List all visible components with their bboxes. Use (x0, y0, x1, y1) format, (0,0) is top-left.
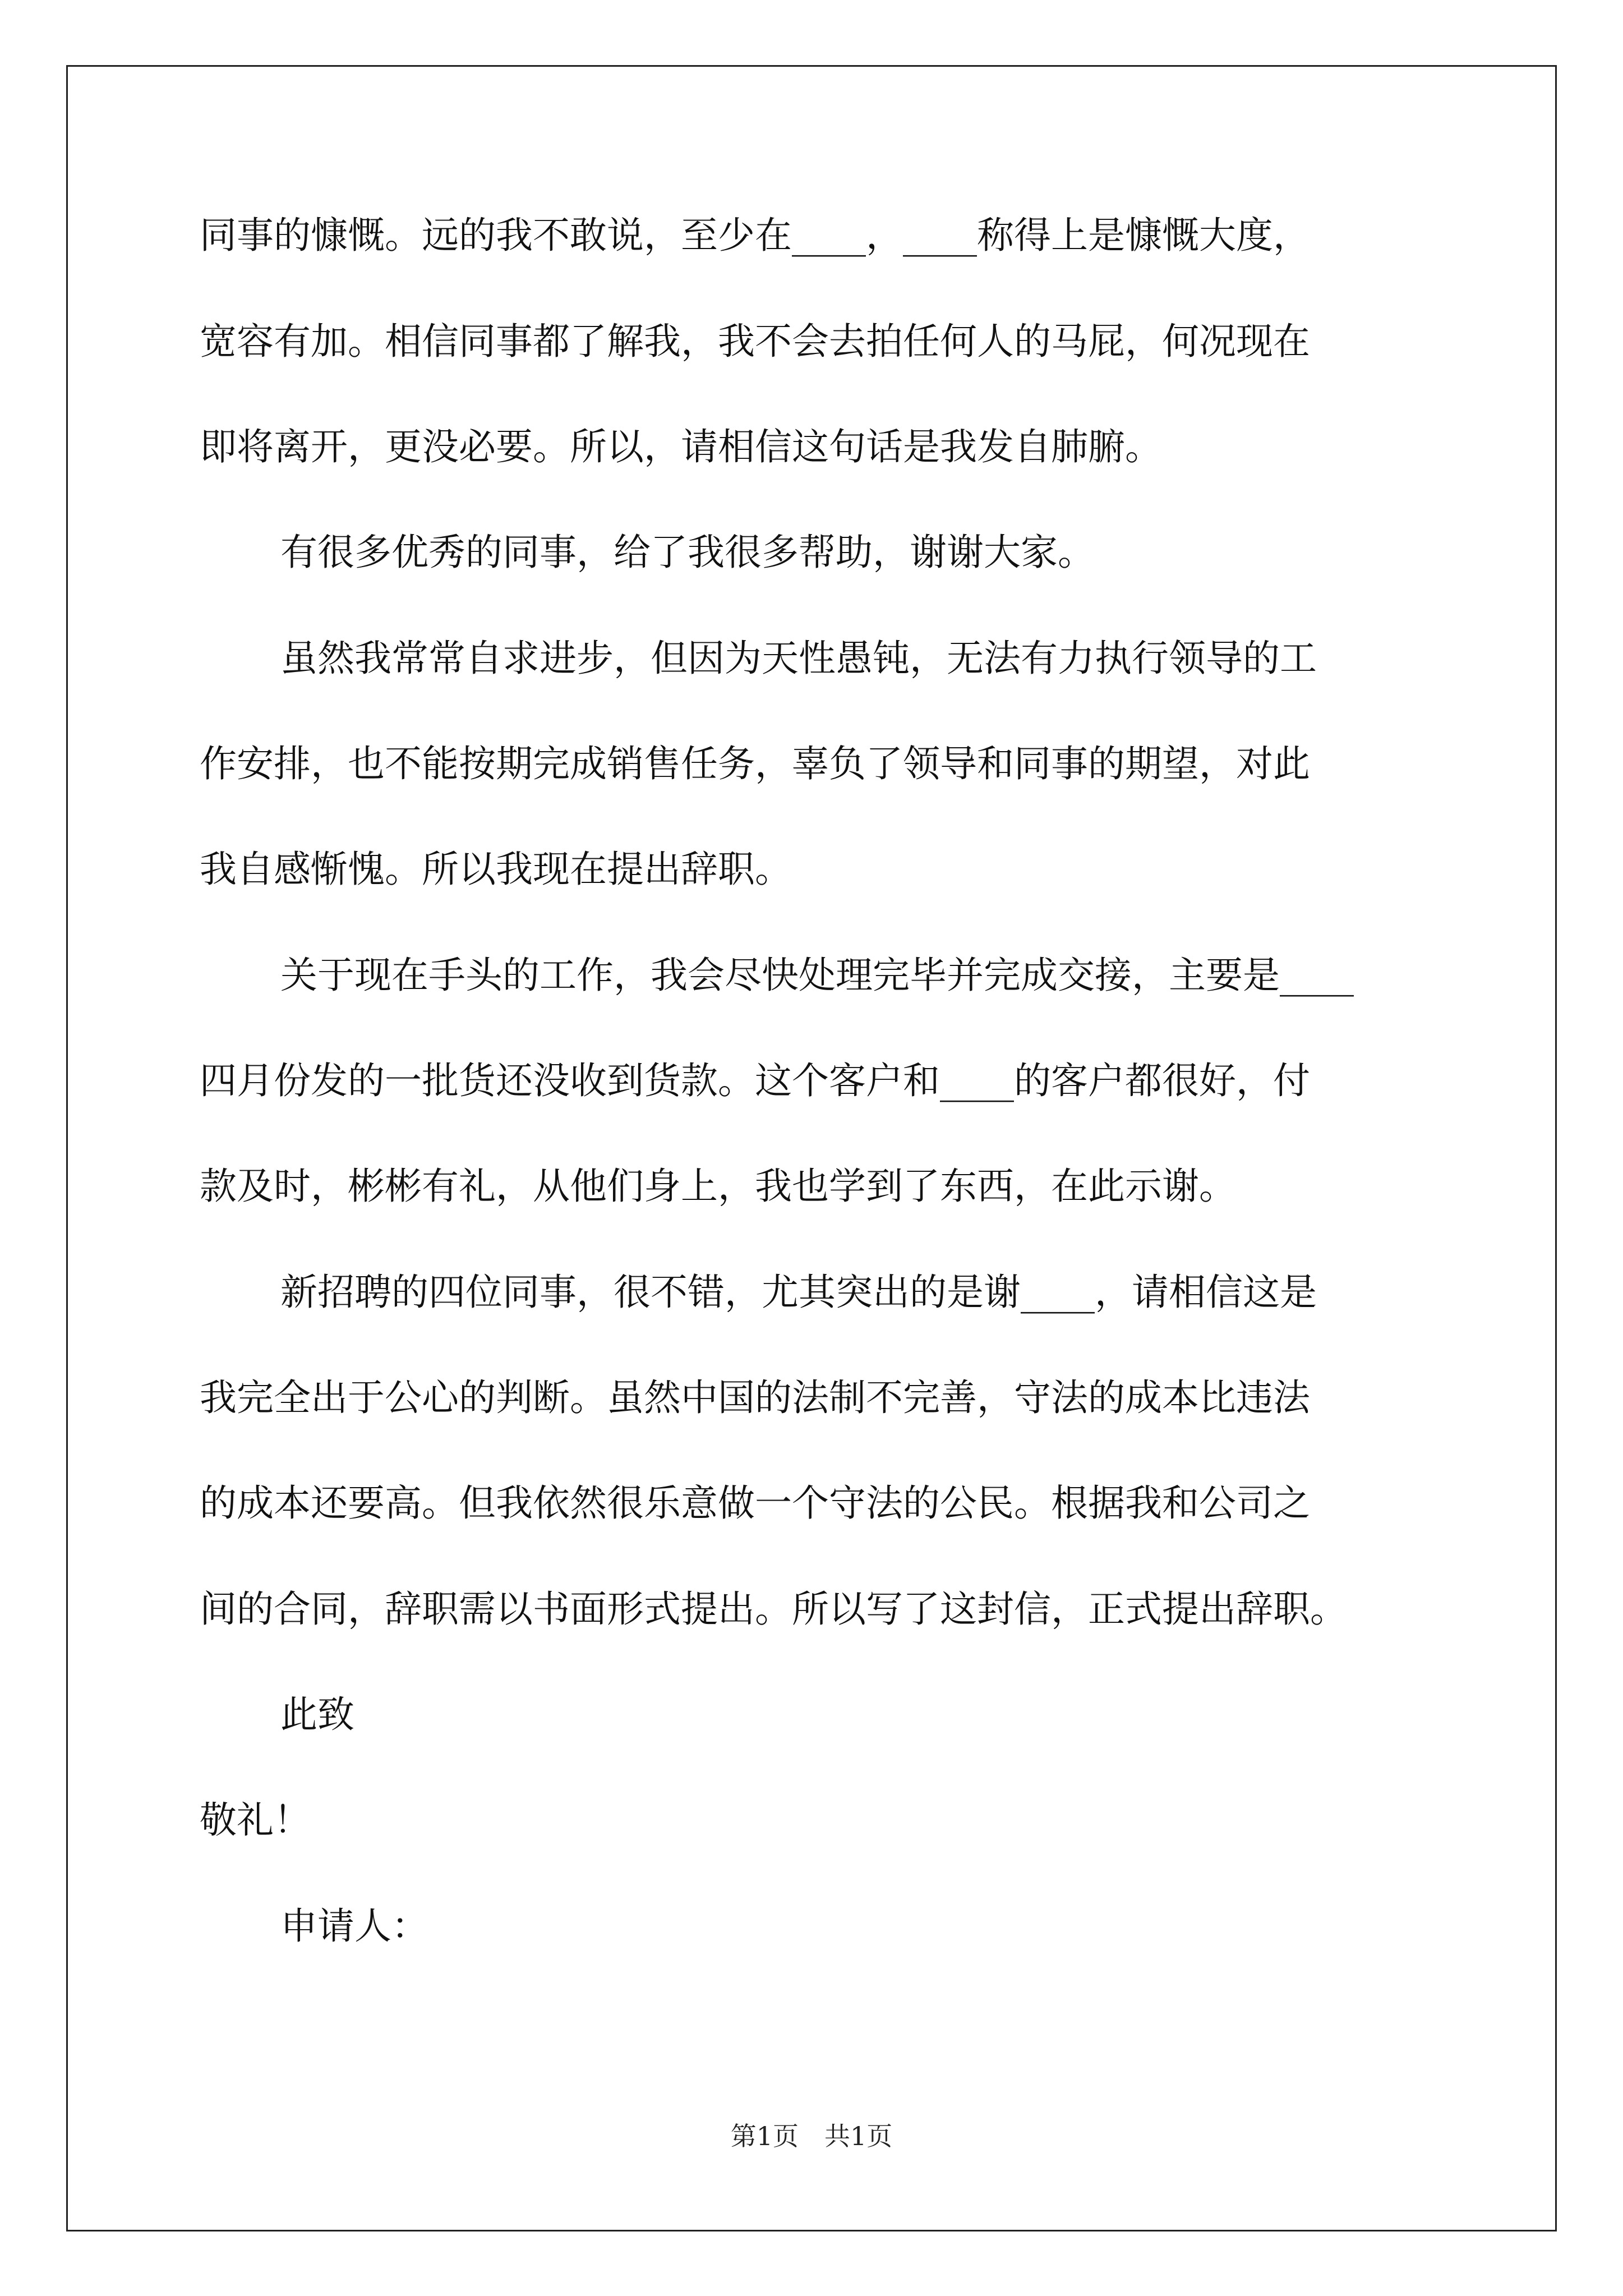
page-number: 第1页 共1页 (730, 2121, 893, 2151)
closing-regards: 敬礼！ (200, 1798, 311, 1842)
text-line-4: 有很多优秀的同事，给了我很多帮助，谢谢大家。 (280, 531, 1095, 574)
closing-salutation: 此致 (280, 1693, 354, 1736)
applicant-label: 申请人： (280, 1904, 428, 1948)
text-line-12: 我完全出于公心的判断。虽然中国的法制不完善，守法的成本比违法 (200, 1376, 1310, 1419)
text-line-6: 作安排，也不能按期完成销售任务，辜负了领导和同事的期望，对此 (200, 742, 1310, 785)
text-line-8: 关于现在手头的工作，我会尽快处理完毕并完成交接，主要是____ (280, 954, 1354, 997)
text-line-1: 同事的慷慨。远的我不敢说，至少在____，____称得上是慷慨大度， (200, 214, 1310, 257)
text-line-3: 即将离开，更没必要。所以，请相信这句话是我发自肺腑。 (200, 425, 1162, 468)
text-line-2: 宽容有加。相信同事都了解我，我不会去拍任何人的马屁，何况现在 (200, 320, 1310, 363)
text-line-7: 我自感惭愧。所以我现在提出辞职。 (200, 848, 792, 891)
text-line-9: 四月份发的一批货还没收到货款。这个客户和____的客户都很好，付 (200, 1059, 1310, 1102)
text-line-13: 的成本还要高。但我依然很乐意做一个守法的公民。根据我和公司之 (200, 1481, 1310, 1525)
text-line-11: 新招聘的四位同事，很不错，尤其突出的是谢____，请相信这是 (280, 1271, 1317, 1314)
text-line-10: 款及时，彬彬有礼，从他们身上，我也学到了东西，在此示谢。 (200, 1165, 1236, 1208)
text-line-14: 间的合同，辞职需以书面形式提出。所以写了这封信，正式提出辞职。 (200, 1588, 1347, 1631)
text-line-5: 虽然我常常自求进步，但因为天性愚钝，无法有力执行领导的工 (280, 637, 1317, 680)
